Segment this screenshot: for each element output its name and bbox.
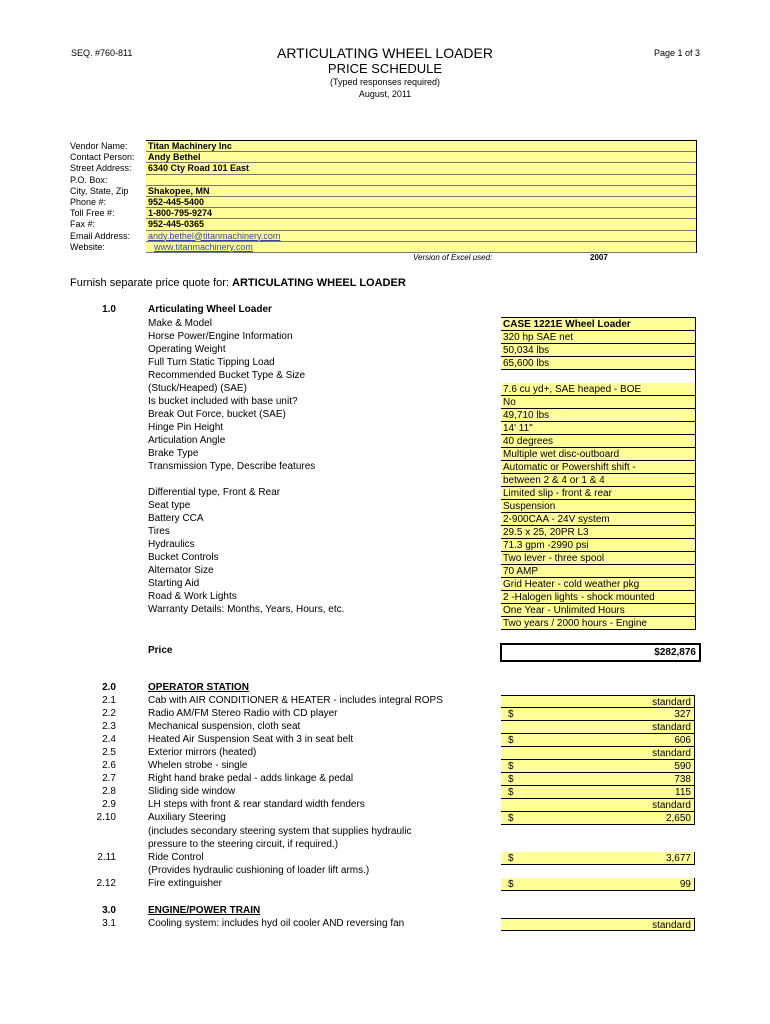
option-row [0,773,770,786]
option-number: 2.3 [102,721,116,732]
furnish-prefix: Furnish separate price quote for: [70,277,233,289]
spec-values [501,317,696,630]
document-date: August, 2011 [358,89,412,99]
spec-value-cell[interactable]: between 2 & 4 or 1 & 4 [501,474,695,487]
spec-label: Alternator Size [148,565,214,576]
option-price: 2,650 [665,813,691,824]
option-number: 2.9 [102,799,116,810]
spec-value-cell[interactable]: Multiple wet disc-outboard [501,448,695,461]
currency-symbol: $ [508,709,514,720]
option-number: 2.1 [102,695,116,706]
spec-label: Articulation Angle [148,435,226,446]
option-price: 99 [679,879,691,890]
section-1-number: 1.0 [102,304,116,315]
option-price: 115 [675,787,691,798]
sequence-number: SEQ. #760-811 [71,48,133,58]
price-value[interactable]: $282,876 [500,643,701,662]
excel-version-label: Version of Excel used: [413,253,493,262]
vendor-label: Website: [70,241,105,252]
currency-symbol: $ [508,813,514,824]
option-row-2-12 [0,878,770,891]
option-price: 3,677 [665,853,691,864]
spec-label: Transmission Type, Describe features [148,461,316,472]
spec-value-cell[interactable]: 70 AMP [501,565,695,578]
option-price-cell[interactable] [501,918,695,931]
option-row [0,708,770,721]
option-row [0,734,770,747]
vendor-name-field[interactable]: Titan Machinery Inc [146,141,696,152]
section-1-title: Articulating Wheel Loader [148,304,272,315]
vendor-label: Contact Person: [70,152,135,163]
option-row [0,695,770,708]
option-number: 2.6 [102,760,116,771]
currency-symbol: $ [508,853,514,864]
option-row [0,747,770,760]
option-price: 738 [674,774,691,785]
street-address-field[interactable]: 6340 Cty Road 101 East [146,163,696,174]
option-description: Fire extinguisher [148,878,222,889]
option-description: Mechanical suspension, cloth seat [148,721,301,732]
spec-value-cell[interactable]: 2 -Halogen lights - shock mounted [501,591,695,604]
option-description: Radio AM/FM Stereo Radio with CD player [148,708,338,719]
currency-symbol: $ [508,879,514,890]
spec-value-cell[interactable]: Two years / 2000 hours - Engine [501,617,695,630]
spec-value-cell[interactable]: Grid Heater - cold weather pkg [501,578,695,591]
vendor-label: Phone #: [70,197,107,208]
option-number: 2.7 [102,773,116,784]
spec-value-cell[interactable]: 2-900CAA - 24V system [501,513,695,526]
option-description: Auxiliary Steering [148,812,226,823]
spec-value-cell[interactable]: 7.6 cu yd+, SAE heaped - BOE [501,383,695,396]
option-row [0,721,770,734]
option-price-cell[interactable] [501,721,695,734]
spec-label: Seat type [148,500,191,511]
option-price: standard [652,800,691,811]
spec-value-cell[interactable]: 29.5 x 25, 20PR L3 [501,526,695,539]
spec-value-cell[interactable]: One Year - Unlimited Hours [501,604,695,617]
spec-value-cell[interactable]: 65,600 lbs [501,357,695,370]
option-price-cell[interactable] [501,734,695,747]
spec-value-cell[interactable] [501,370,695,383]
spec-label: Hinge Pin Height [148,422,224,433]
spec-label: Warranty Details: Months, Years, Hours, etc. [148,604,345,615]
option-price: standard [652,722,691,733]
spec-label: Brake Type [148,448,199,459]
option-price-cell[interactable] [501,786,695,799]
toll-free-field[interactable]: 1-800-795-9274 [146,208,696,219]
currency-symbol: $ [508,735,514,746]
aux-steering-note: (includes secondary steering system that supplies hydraulic [148,826,412,837]
option-price-cell[interactable] [501,708,695,721]
currency-symbol: $ [508,761,514,772]
option-price-cell[interactable] [501,799,695,812]
spec-label: Horse Power/Engine Information [148,331,293,342]
vendor-label: City, State, Zip [70,185,129,196]
option-description: Ride Control [148,852,204,863]
spec-value-cell[interactable]: Limited slip - front & rear [501,487,695,500]
spec-value-cell[interactable]: 14' 11" [501,422,695,435]
option-price-cell[interactable] [501,747,695,760]
option-description: Whelen strobe - single [148,760,248,771]
option-row [0,799,770,812]
option-price: standard [652,697,691,708]
price-label: Price [148,645,173,656]
spec-label: Road & Work Lights [148,591,237,602]
option-number: 2.5 [102,747,116,758]
spec-value-cell[interactable]: Suspension [501,500,695,513]
vendor-label: Fax #: [70,219,96,230]
option-row [0,760,770,773]
option-description: Sliding side window [148,786,236,797]
section-2-number: 2.0 [102,682,116,693]
option-price-cell[interactable] [501,695,695,708]
section-2-title: OPERATOR STATION [148,682,249,693]
spec-label: (Stuck/Heaped) (SAE) [148,383,247,394]
option-number: 2.8 [102,786,116,797]
vendor-label: Vendor Name: [70,141,128,151]
spec-value-cell[interactable]: Automatic or Powershift shift - [501,461,695,474]
option-price: 590 [674,761,691,772]
spec-label: Tires [148,526,170,537]
option-price: standard [652,920,691,931]
currency-symbol: $ [508,787,514,798]
excel-version-value: 2007 [590,253,608,262]
spec-label: Full Turn Static Tipping Load [148,357,275,368]
option-row [0,786,770,799]
spec-label: Hydraulics [148,539,195,550]
spec-label: Is bucket included with base unit? [148,396,298,407]
website-link[interactable]: www.titanmachinery.com [146,242,696,253]
po-box-field[interactable] [146,175,696,186]
section-3-title: ENGINE/POWER TRAIN [148,905,261,916]
vendor-label: Street Address: [70,163,132,174]
spec-label: Make & Model [148,318,212,329]
section-3-number: 3.0 [102,905,116,916]
spec-value-cell[interactable]: 49,710 lbs [501,409,695,422]
furnish-item: ARTICULATING WHEEL LOADER [232,277,406,289]
spec-value-cell[interactable]: 71.3 gpm -2990 psi [501,539,695,552]
spec-value-cell[interactable]: 40 degrees [501,435,695,448]
option-description: Heated Air Suspension Seat with 3 in seat belt [148,734,354,745]
contact-person-field[interactable]: Andy Bethel [146,152,696,163]
option-price-cell[interactable] [501,878,695,891]
option-row-3-1 [0,918,770,931]
page-indicator: Page 1 of 3 [653,48,700,58]
option-number: 2.12 [96,878,116,889]
spec-label: Bucket Controls [148,552,219,563]
option-number: 3.1 [102,918,116,929]
document-title: ARTICULATING WHEEL LOADER [276,45,493,61]
spec-label: Battery CCA [148,513,204,524]
vendor-label: Toll Free #: [70,208,115,219]
spec-label: Operating Weight [148,344,226,355]
fax-field[interactable]: 952-445-0365 [146,219,696,230]
option-description: Right hand brake pedal - adds linkage & pedal [148,773,354,784]
spec-value-cell[interactable]: CASE 1221E Wheel Loader [501,318,695,331]
spec-value-cell[interactable]: Two lever - three spool [501,552,695,565]
option-description: Cooling system: includes hyd oil cooler AND reversing fan [148,918,405,929]
option-row [0,812,770,825]
option-number: 2.2 [102,708,116,719]
city-state-zip-field[interactable]: Shakopee, MN [146,186,696,197]
option-description: Cab with AIR CONDITIONER & HEATER - includes integral ROPS [148,695,443,706]
vendor-fields [146,140,697,253]
furnish-line [70,277,406,289]
spec-value-cell[interactable]: 50,034 lbs [501,344,695,357]
option-number: 2.11 [97,852,116,863]
spec-value-cell[interactable]: 320 hp SAE net [501,331,695,344]
option-row-2-11 [0,852,770,865]
typed-responses-note: (Typed responses required) [329,77,441,87]
vendor-label: Email Address: [70,230,131,241]
spec-label: Differential type, Front & Rear [148,487,281,498]
option-price: 327 [674,709,691,720]
spec-label: Recommended Bucket Type & Size [148,370,306,381]
option-price-cell[interactable] [501,852,695,865]
aux-steering-note: pressure to the steering circuit, if required.) [148,839,339,850]
option-number: 2.4 [102,734,116,745]
option-price-cell[interactable] [501,812,695,825]
option-description: Exterior mirrors (heated) [148,747,257,758]
option-description: LH steps with front & rear standard width fenders [148,799,365,810]
document-subtitle: PRICE SCHEDULE [327,61,443,76]
phone-field[interactable]: 952-445-5400 [146,197,696,208]
option-number: 2.10 [96,812,116,823]
ride-control-note: (Provides hydraulic cushioning of loader lift arms.) [148,865,370,876]
option-price: 606 [674,735,691,746]
spec-label: Starting Aid [148,578,200,589]
option-price-cell[interactable] [501,773,695,786]
spec-value-cell[interactable]: No [501,396,695,409]
vendor-labels [70,141,135,253]
option-price: standard [652,748,691,759]
spec-label: Break Out Force, bucket (SAE) [148,409,286,420]
email-link[interactable]: andy.bethel@titanmachinery.com [146,231,696,242]
vendor-label: P.O. Box: [70,174,108,185]
option-price-cell[interactable] [501,760,695,773]
currency-symbol: $ [508,774,514,785]
